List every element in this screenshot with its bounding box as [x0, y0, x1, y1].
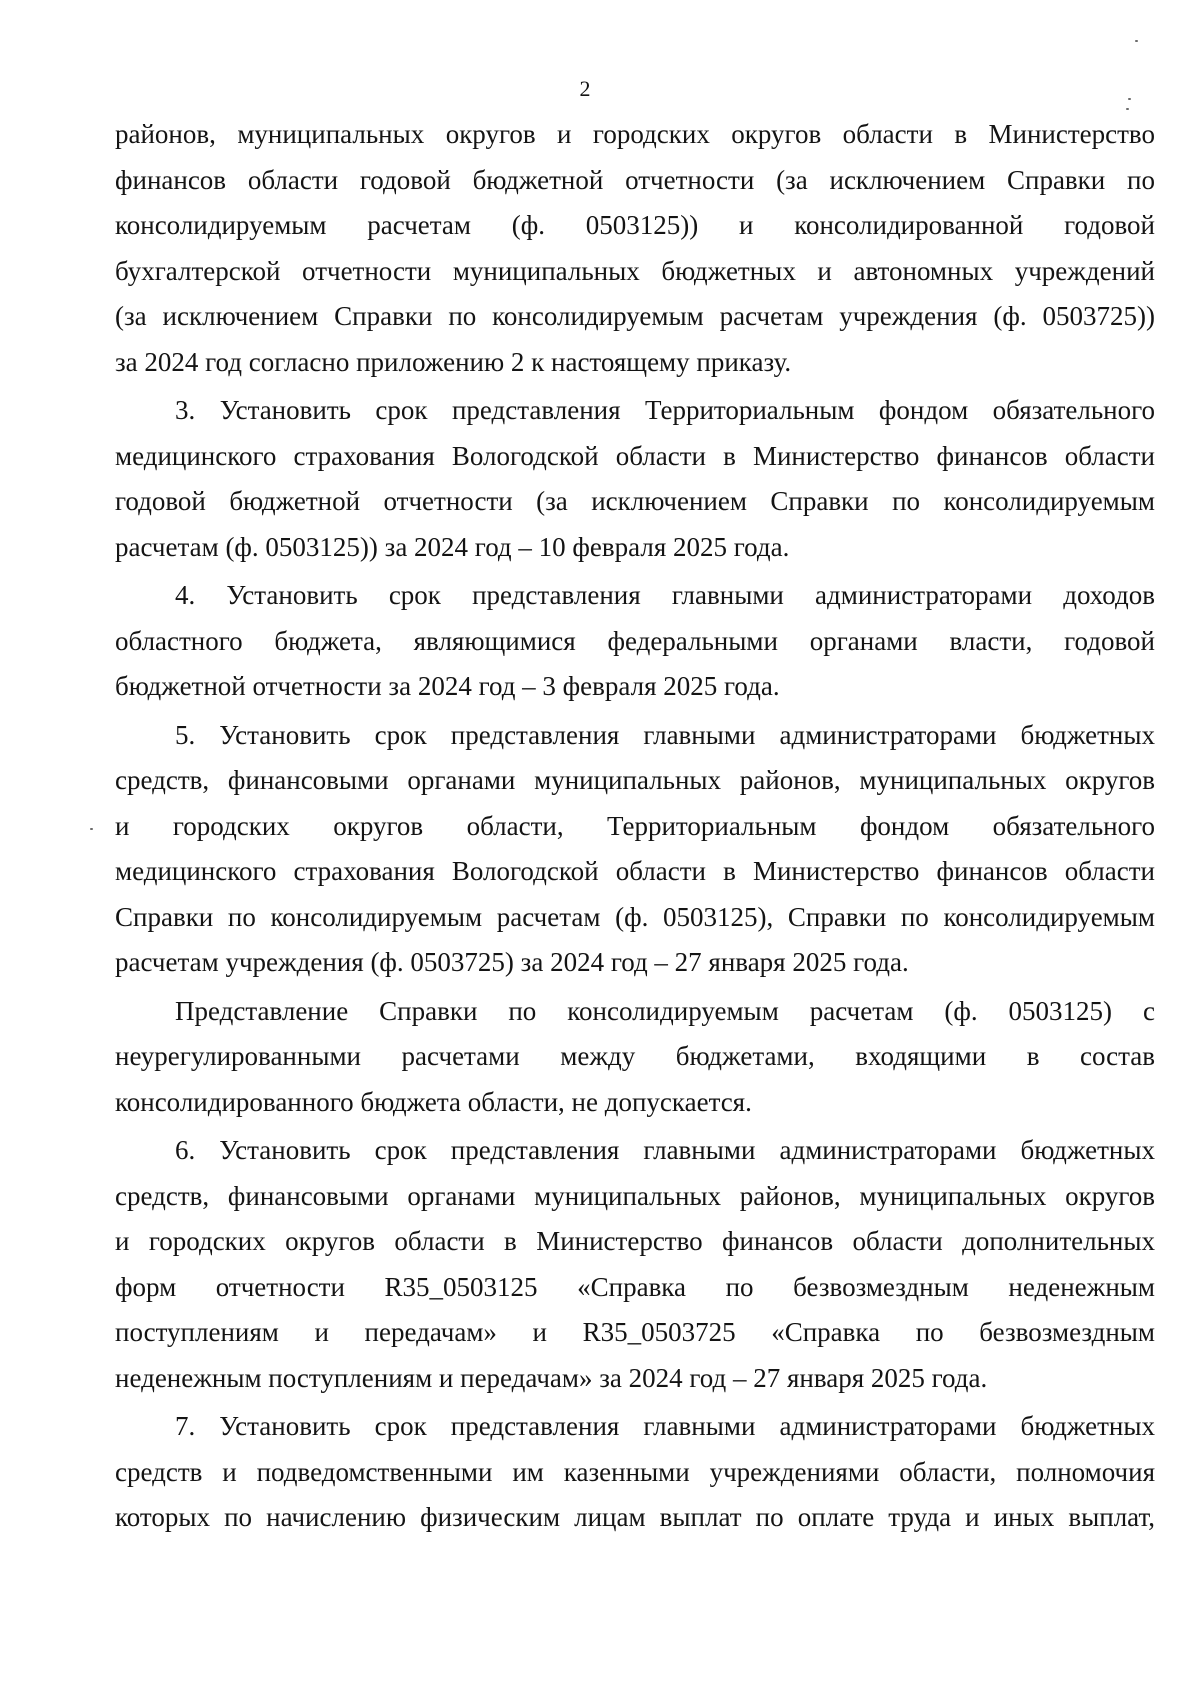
text-line: неурегулированными расчетами между бюджетами, входящими в состав [115, 1041, 1155, 1071]
text-line: расчетам учреждения (ф. 0503725) за 2024 год – 27 января 2025 года. [115, 947, 909, 977]
text-line: средств, финансовыми органами муниципальных районов, муниципальных округов [115, 1180, 1155, 1211]
text-line: Справки по консолидируемым расчетам (ф. 0503125), Справки по консолидируемым [115, 901, 1155, 932]
paragraph-first-line: 4. Установить срок представления главными администраторами доходов [175, 580, 1155, 610]
text-line: областного бюджета, являющимися федеральными органами власти, годовой [115, 625, 1155, 656]
paragraph-first-line: 6. Установить срок представления главными администраторами бюджетных [175, 1135, 1155, 1165]
paragraph-first-line: 5. Установить срок представления главными администраторами бюджетных [175, 719, 1155, 750]
scan-speck [90, 828, 93, 830]
text-line: которых по начислению физическим лицам выплат по оплате труда и иных выплат, [115, 1502, 1155, 1532]
text-line: бюджетной отчетности за 2024 год – 3 февраля 2025 года. [115, 671, 780, 701]
text-line: и городских округов области в Министерство финансов области дополнительных [115, 1226, 1155, 1256]
scan-speck [1135, 40, 1138, 42]
text-line: неденежным поступлениям и передачам» за 2024 год – 27 января 2025 года. [115, 1362, 988, 1393]
text-line: районов, муниципальных округов и городских округов области в Министерство [115, 119, 1155, 149]
text-line: средств и подведомственными им казенными учреждениями области, полномочия [115, 1456, 1155, 1487]
text-line: медицинского страхования Вологодской области в Министерство финансов области [115, 856, 1155, 886]
text-line: и городских округов области, Территориальным фондом обязательного [115, 810, 1155, 841]
text-line: (за исключением Справки по консолидируемым расчетам учреждения (ф. 0503725)) [115, 301, 1155, 331]
scan-speck [1126, 108, 1129, 110]
text-line: медицинского страхования Вологодской области в Министерство финансов области [115, 440, 1155, 471]
document-body [115, 112, 1155, 1541]
text-line: бухгалтерской отчетности муниципальных бюджетных и автономных учреждений [115, 255, 1155, 286]
text-line: годовой бюджетной отчетности (за исключением Справки по консолидируемым [115, 486, 1155, 516]
text-line: поступлениям и передачам» и R35_0503725 «Справка по безвозмездным [115, 1317, 1155, 1347]
text-line: средств, финансовыми органами муниципальных районов, муниципальных округов [115, 765, 1155, 795]
text-line: финансов области годовой бюджетной отчетности (за исключением Справки по [115, 164, 1155, 195]
text-line: консолидируемым расчетам (ф. 0503125)) и консолидированной годовой [115, 210, 1155, 240]
text-line: за 2024 год согласно приложению 2 к настоящему приказу. [115, 346, 792, 377]
paragraph-first-line: 3. Установить срок представления Территориальным фондом обязательного [175, 395, 1155, 425]
paragraph-first-line: 7. Установить срок представления главными администраторами бюджетных [175, 1411, 1155, 1441]
text-line: консолидированного бюджета области, не допускается. [115, 1086, 752, 1117]
page-number: 2 [579, 76, 591, 101]
text-line: форм отчетности R35_0503125 «Справка по безвозмездным неденежным [115, 1271, 1155, 1302]
scan-speck [1128, 98, 1131, 100]
paragraph-first-line: Представление Справки по консолидируемым расчетам (ф. 0503125) с [175, 995, 1155, 1026]
text-line: расчетам (ф. 0503125)) за 2024 год – 10 февраля 2025 года. [115, 531, 790, 562]
